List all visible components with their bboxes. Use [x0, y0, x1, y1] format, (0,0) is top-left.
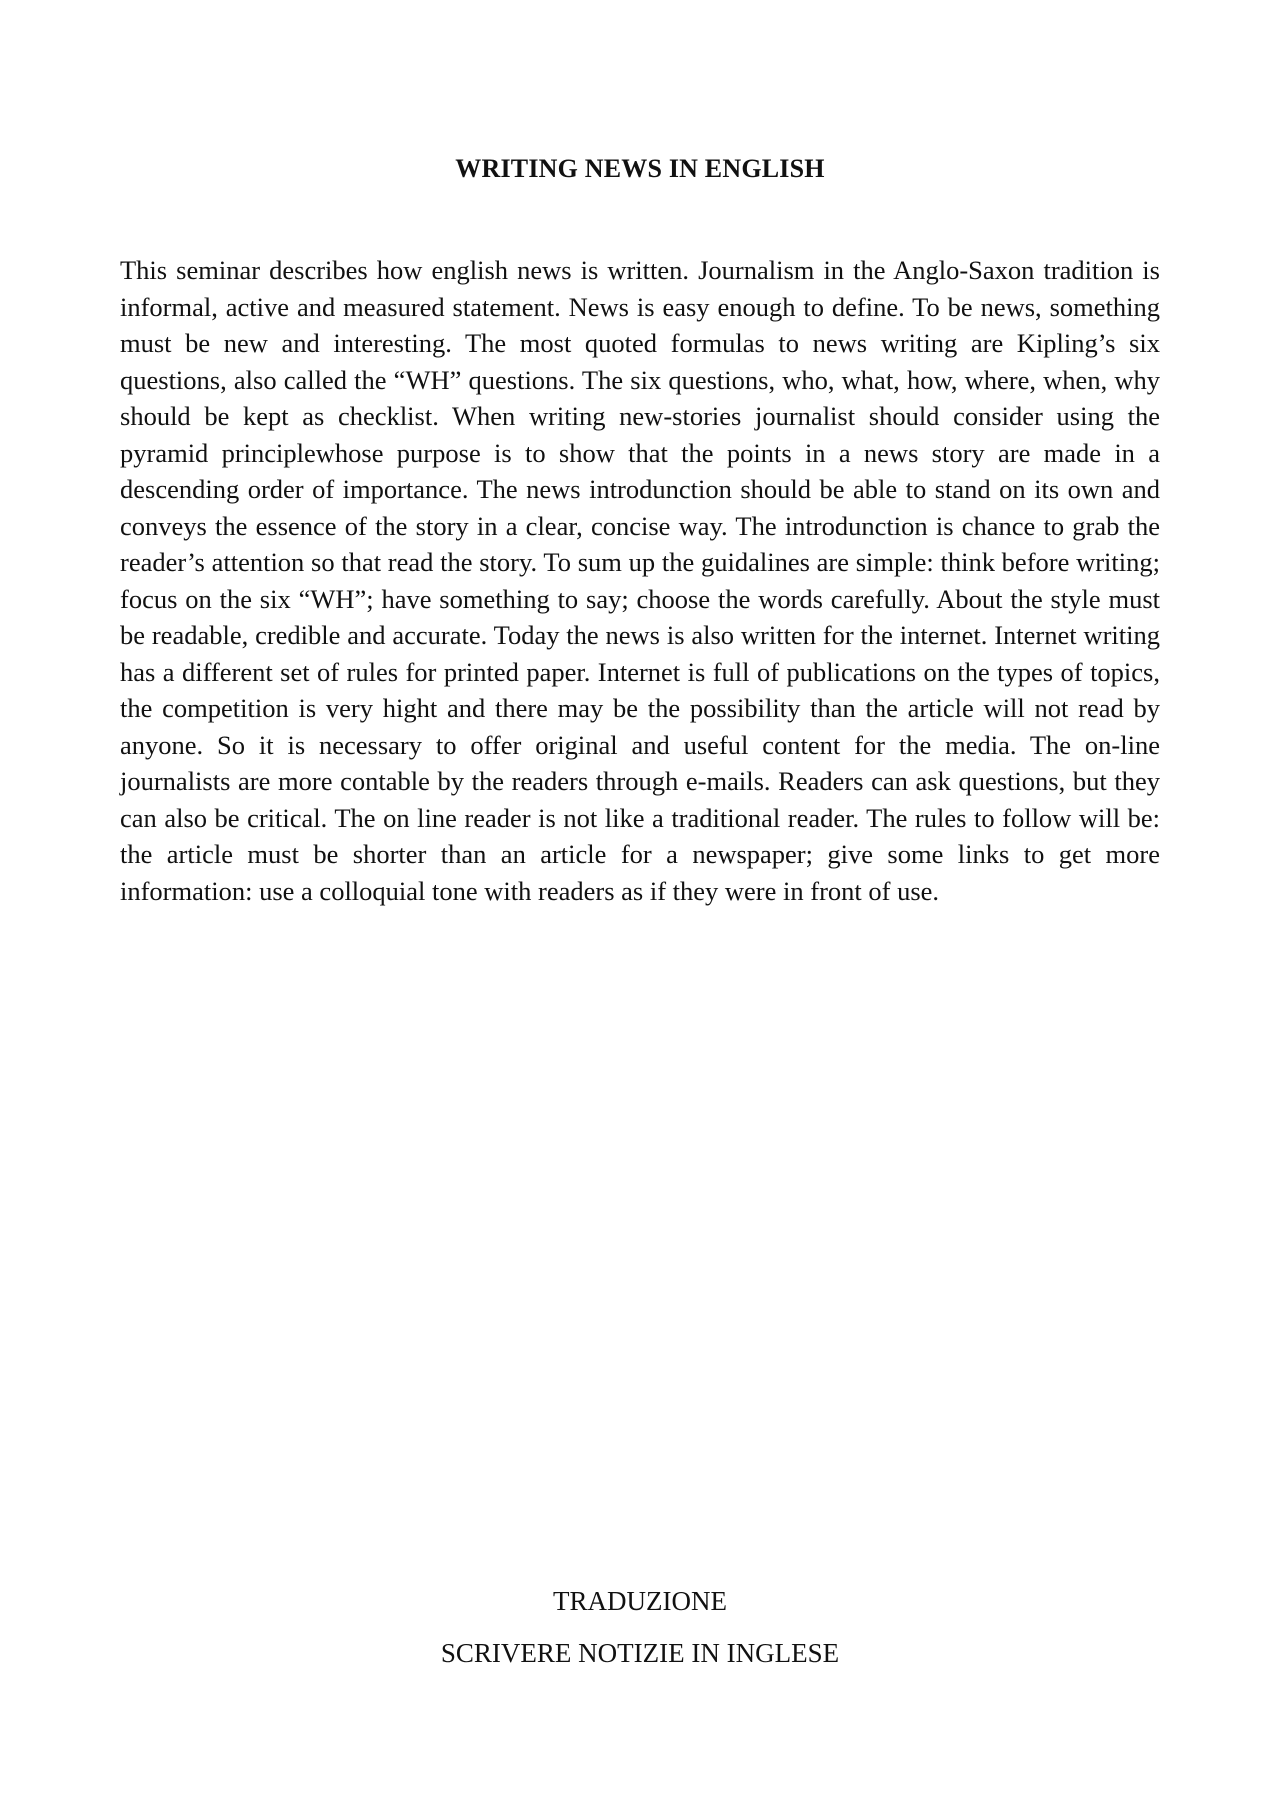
translation-label: TRADUZIONE [553, 1586, 727, 1616]
page-title: WRITING NEWS IN ENGLISH [455, 154, 825, 183]
translated-title: SCRIVERE NOTIZIE IN INGLESE [440, 1638, 840, 1668]
body-paragraph: This seminar describes how english news is written. Journalism in the Anglo-Saxon tradition is informal, active and measured statement. News is easy enough to define. To be news, something must be new and interesting. The most quoted formulas to news writing are Kipling’s six questions, also called the “WH” questions. The six questions, who, what, how, where, when, why should be kept as checklist. When writing new-stories journalist should consider using the pyramid principlewhose purpose is to show that the points in a news story are made in a descending order of importance. The news introdunction should be able to stand on its own and conveys the essence of the story in a clear, concise way. The introdunction is chance to grab the reader’s attention so that read the story. To sum up the guidalines are simple: think before writing; focus on the six “WH”; have something to say; choose the words carefully. About the style must be readable, credible and accurate. Today the news is also written for the internet. Internet writing has a different set of rules for printed paper. Internet is full of publications on the types of topics, the competition is very hight and there may be the possibility than the article will not read by anyone. So it is necessary to offer original and useful content for the media. The on-line journalists are more contable by the readers through e-mails. Readers can ask questions, but they can also be critical. The on line reader is not like a traditional reader. The rules to follow will be: the article must be shorter than an article for a newspaper; give some links to get more information: use a colloquial tone with readers as if they were in front of use. [120, 255, 1160, 906]
